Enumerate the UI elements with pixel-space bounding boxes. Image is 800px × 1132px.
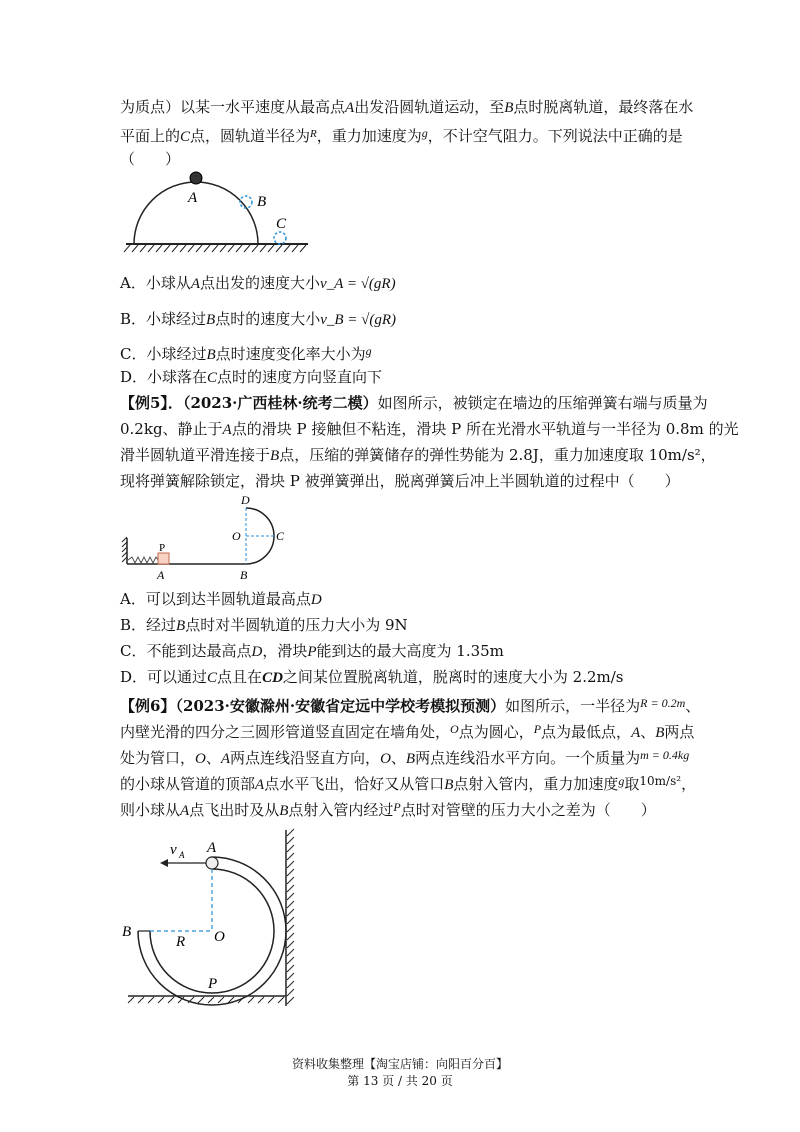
label-D: D [241,493,250,507]
q6-tag: 【例6】 [120,697,176,715]
q6-source: （2023·安徽滁州·安徽省定远中学校考模拟预测） [175,697,506,715]
q4-stem-line-2: 平面上的C点，圆轨道半径为$^R$，重力加速度为$^g$，不计空气阻力。下列说法中正确的是 [120,126,683,145]
q6-stem-line-2: 内壁光滑的四分之三圆形管道竖直固定在墙角处，$^O$点为圆心，$^P$点为最低点，A、B两点 [120,722,695,741]
q5-option-c: C．不能到达最高点D，滑块P能到达的最大高度为 1.35m [120,642,504,660]
block-P [158,553,169,564]
q5-figure-spring-track [120,490,300,582]
label-C: C [276,529,285,543]
label-R: R [176,934,186,950]
q5-stem-line-1: 【例5】．（2023·广西桂林·统考二模）如图所示，被锁定在墙边的压缩弹簧右端与质量为 [120,394,708,412]
q5-stem-line-4: 现将弹簧解除锁定，滑块 P 被弹簧弹出，脱离弹簧后冲上半圆轨道的过程中（ ） [120,472,680,490]
label-A: A [207,840,217,856]
q5-tag: 【例5】． [120,394,183,412]
label-A: A [157,568,165,582]
q5-source: （2023·广西桂林·统考二模） [182,394,378,412]
ball-at-A [206,857,218,869]
q6-stem-line-4: 的小球从管道的顶部A点水平飞出，恰好又从管口B点射入管内，重力加速度$^g$取$^{10m/s^2}$， [120,774,697,793]
label-P: P [208,976,218,992]
label-O: O [214,929,225,945]
footer-page-number: 第 13 页 / 共 20 页 [347,1074,453,1088]
label-vA-subscript: A [179,850,185,860]
label-A: A [188,190,198,206]
q6-stem-line-1: 【例6】（2023·安徽滁州·安徽省定远中学校考模拟预测）如图所示，一半径为$^{R = 0.2m}$、 [120,696,701,715]
q4-option-a: A．小球从A点出发的速度大小v_A = √(gR) [120,274,396,292]
q4-answer-paren: （ ） [120,150,181,168]
label-O: O [232,529,241,543]
q5-stem-line-3: 滑半圆轨道平滑连接于B点，压缩的弹簧储存的弹性势能为 2.8J，重力加速度取 10m/s²， [120,446,716,464]
semicircle-track [246,508,274,564]
q4-figure-semicircle-track [120,168,320,260]
label-B: B [122,924,132,940]
spring [128,557,158,563]
footer-source: 资料收集整理【淘宝店铺：向阳百分百】 [291,1057,508,1071]
q5-option-d: D．可以通过C点且在CD之间某位置脱离轨道，脱离时的速度大小为 2.2m/s [120,668,624,686]
ball-at-A [190,172,202,184]
label-B: B [257,194,267,210]
q6-stem-line-3: 处为管口，O、A两点连线沿竖直方向，O、B两点连线沿水平方向。一个质量为$^{m = 0.4kg}$ [120,748,690,767]
q6-figure-pipe-track [120,826,310,1016]
label-C: C [276,216,287,232]
q4-option-d: D．小球落在C点时的速度方向竖直向下 [120,368,383,386]
q5-stem-line-2: 0.2kg、静止于A点的滑块 P 接触但不粘连，滑块 P 所在光滑水平轨道与一半径为 0.8m 的光 [120,420,739,438]
q4-option-c: C．小球经过B点时速度变化率大小为$^g$ [120,344,372,363]
q4-option-b: B．小球经过B点时的速度大小v_B = √(gR) [120,310,397,328]
label-B: B [240,568,248,582]
label-vA: v [170,842,177,858]
q5-option-a: A．可以到达半圆轨道最高点D [120,590,322,608]
q5-option-b: B．经过B点时对半圆轨道的压力大小为 9N [120,616,408,634]
label-P: P [159,542,166,554]
q4-stem-line-1: 为质点）以某一水平速度从最高点A出发沿圆轨道运动，至B点时脱离轨道，最终落在水 [120,98,694,116]
q6-stem-line-5: 则小球从A点飞出时及从B点射入管内经过$^P$点时对管壁的压力大小之差为（ ） [120,800,656,819]
ball-position-C [274,232,286,244]
